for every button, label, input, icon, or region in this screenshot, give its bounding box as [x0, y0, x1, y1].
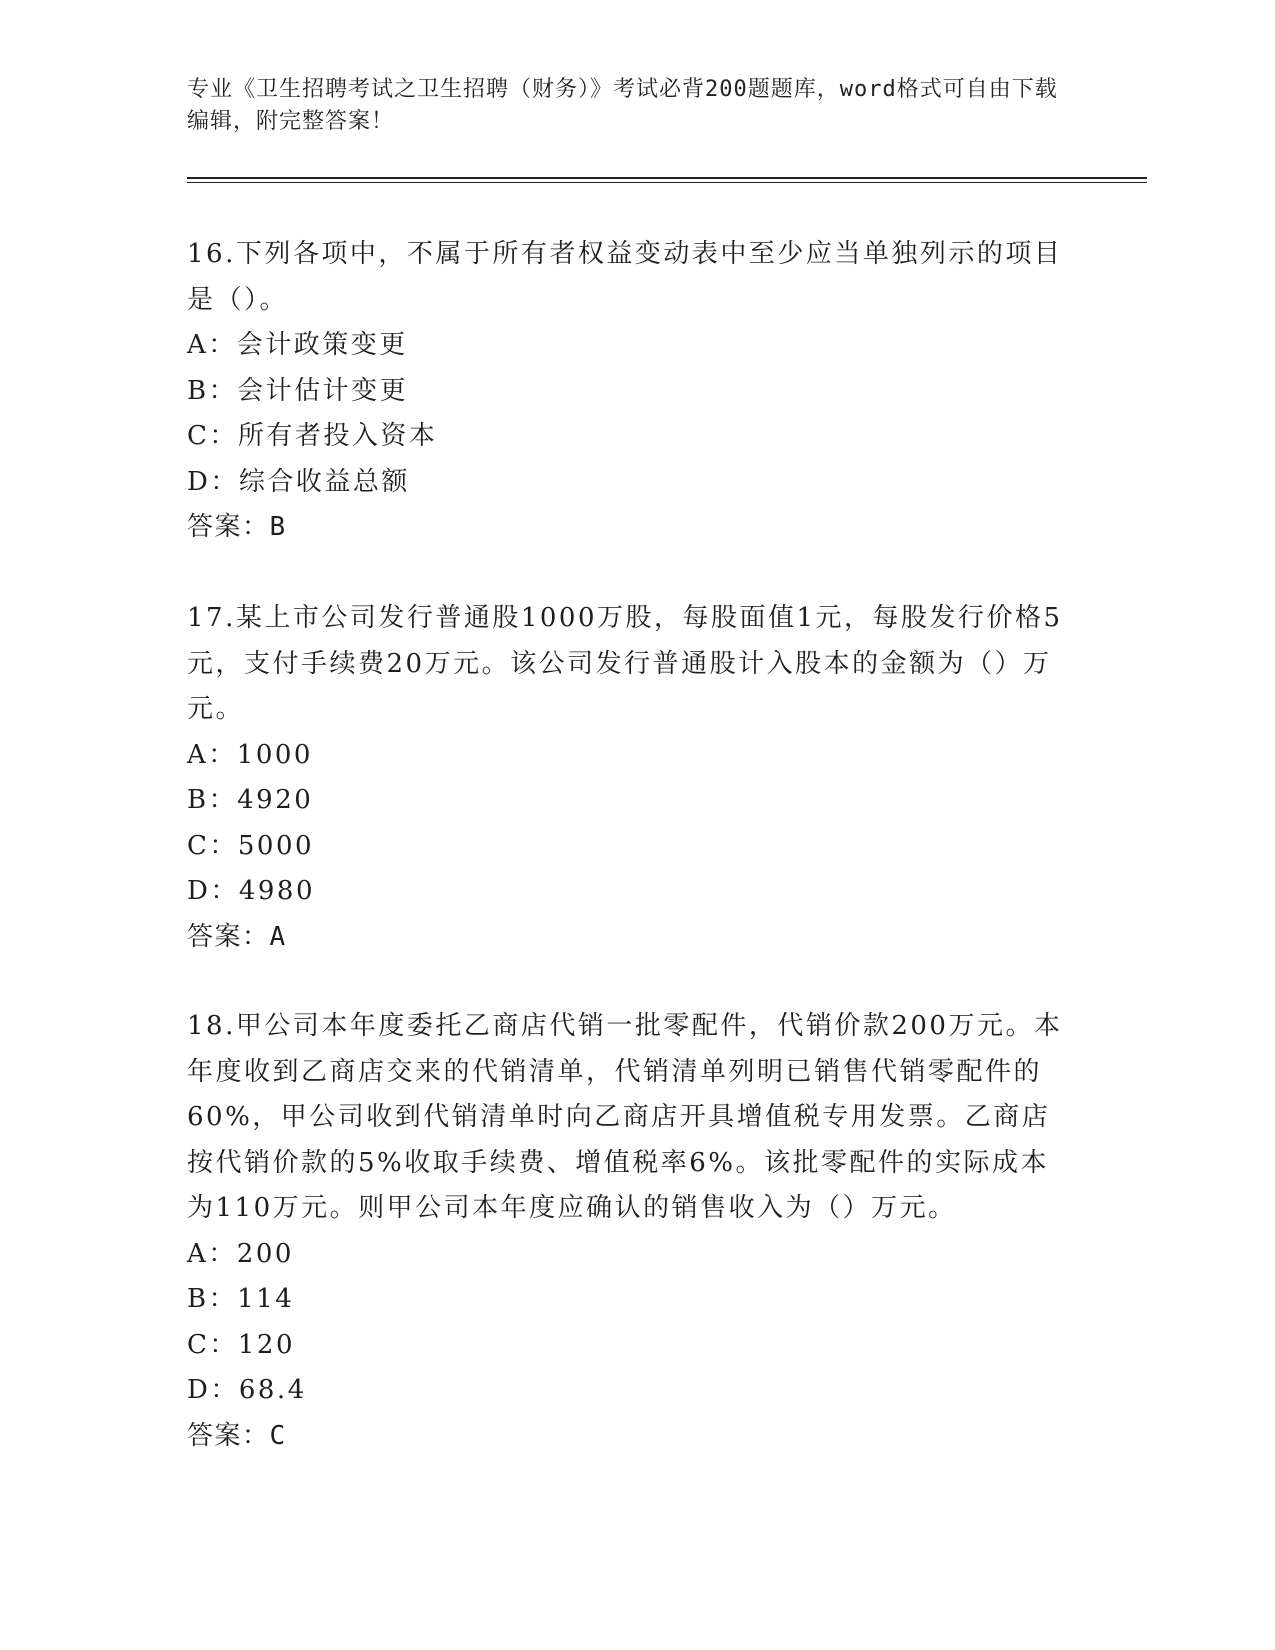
option-b: B：会计估计变更: [187, 375, 409, 406]
option-d: D：综合收益总额: [187, 466, 410, 497]
header-divider-top: [187, 177, 1147, 179]
answer-value: C: [269, 1420, 287, 1451]
answer-line: [187, 1414, 1067, 1460]
option-d: D：4980: [187, 876, 316, 906]
header-divider-bottom: [187, 182, 1147, 183]
option-b: B：4920: [187, 785, 314, 815]
question-16: [187, 232, 1067, 551]
option-c: C：120: [187, 1329, 296, 1360]
answer-value: B: [269, 512, 287, 542]
option-b: B：114: [187, 1284, 295, 1314]
option-d: D：68.4: [187, 1375, 307, 1405]
question-stem: 17.某上市公司发行普通股1000万股，每股面值1元，每股发行价格5元，支付手续费20万元。该公司发行普通股计入股本的金额为（）万元。: [187, 603, 1063, 724]
answer-line: [187, 505, 1067, 551]
option-c: C：所有者投入资本: [187, 421, 438, 451]
answer-label: 答案：: [187, 921, 270, 952]
question-stem: 16.下列各项中，不属于所有者权益变动表中至少应当单独列示的项目是（）。: [187, 239, 1063, 315]
question-stem: 18.甲公司本年度委托乙商店代销一批零配件，代销价款200万元。本年度收到乙商店交来的代销清单，代销清单列明已销售代销零配件的60%，甲公司收到代销清单时向乙商店开具增值税专用发票。乙商店按代销价款的5%收取手续费、增值税率6%。该批零配件的实际成本为110万元。则甲公司本年度应确认的销售收入为（）万元。: [187, 1011, 1063, 1223]
question-18: [187, 1004, 1067, 1459]
option-c: C：5000: [187, 830, 315, 861]
answer-label: 答案：: [187, 1420, 270, 1451]
question-17: [187, 596, 1067, 960]
document-header: 专业《卫生招聘考试之卫生招聘（财务）》考试必背200题题库，word格式可自由下载编辑，附完整答案！: [187, 77, 1058, 134]
answer-value: A: [269, 921, 287, 952]
option-a: A：200: [187, 1238, 294, 1269]
answer-label: 答案：: [187, 512, 270, 542]
answer-line: [187, 915, 1067, 961]
option-a: A：1000: [187, 739, 313, 770]
option-a: A：会计政策变更: [187, 330, 408, 360]
